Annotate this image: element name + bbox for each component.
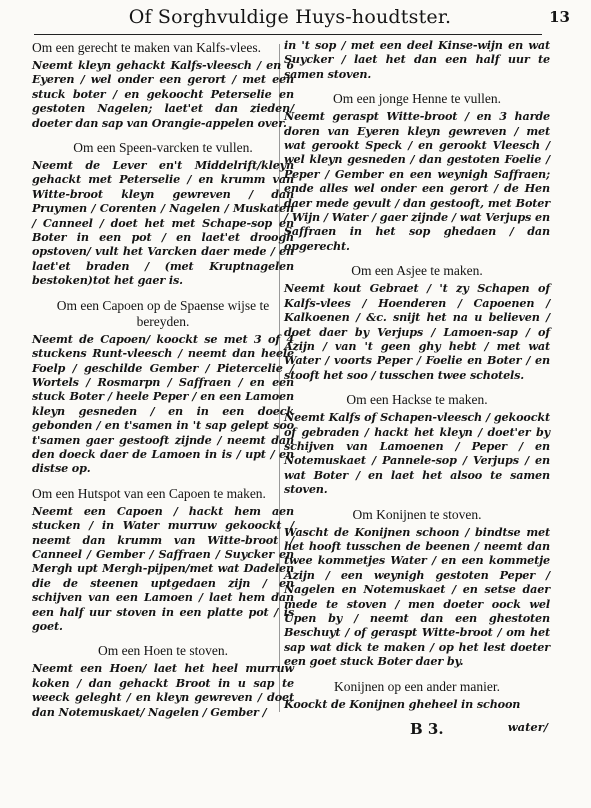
recipe-heading: Om een Hutspot van een Capoen te maken.	[32, 485, 266, 501]
recipe-text: Neemt de Lever en't Middelrift/kleyn gehackt met Peterselie / en krumm van Witte-broot kleyn gewreven / dan Pruymen / Corenten / Nagelen / Muskaten / Canneel / doet het met Schape-sop en Boter in een pot / en laet'et droogh opstoven/ vult het Varcken daer mede / en laet'et braden / (met Kruptnagelen bestoken)tot het gaer is.	[32, 158, 294, 288]
recipe-heading: Om een jonge Henne te vullen.	[333, 91, 501, 107]
recipe-continuation	[284, 38, 550, 81]
recipe-heading: Om een Hackse te maken.	[346, 392, 488, 408]
recipe-section	[32, 40, 294, 130]
recipe-section	[284, 91, 550, 253]
signature-mark: B 3.	[410, 720, 444, 738]
page-footer	[388, 720, 548, 742]
recipe-text: Neemt een Hoen/ laet het heel murruw koken / dan gehackt Broot in u sap te weeck geleght / en kleyn gewreven / doet dan Notemuskaet/ Nagelen / Gember /	[32, 661, 294, 719]
right-column	[284, 38, 550, 721]
recipe-heading: Om een Capoen op de Spaense wijse te bereyden.	[56, 297, 270, 329]
recipe-section	[284, 679, 550, 711]
page-number: 13	[549, 8, 570, 26]
left-column	[32, 40, 294, 729]
recipe-section	[32, 486, 294, 634]
recipe-heading: Om een gerecht te maken van Kalfs-vlees.	[32, 40, 262, 55]
recipe-section	[284, 507, 550, 669]
recipe-text: in 't sop / met een deel Kinse-wijn en wat Suycker / laet het dan een half uur te samen stoven.	[284, 38, 550, 81]
running-title: Of Sorghvuldige Huys-houdtster.	[128, 6, 452, 28]
recipe-section	[284, 263, 550, 382]
recipe-heading: Om Konijnen te stoven.	[352, 506, 482, 522]
header-rule	[34, 34, 542, 35]
recipe-text: Neemt Kalfs of Schapen-vleesch / gekoockt of gebraden / hackt het kleyn / doet'er by schijven van Lamoenen / Peper / en Notemuskaet / Pannele-sop / Verjups / en wat Boter / en laet het alsoo te samen stoven.	[284, 410, 550, 497]
recipe-heading: Om een Asjee te maken.	[351, 263, 483, 279]
catchword: water/	[507, 720, 548, 734]
recipe-section	[32, 140, 294, 288]
recipe-text: Wascht de Konijnen schoon / bindtse met het hooft tusschen de beenen / neemt dan twee kommetjes Water / en een kommetje Azijn / een weynigh gestoten Peper / Nagelen en Notemuskaet / en setse daer mede te stoven / men doeter oock wel Upen by / neemt dan een ghestoten Beschuyt / of geraspt Witte-broot / om het sap wat dick te maken / op het lest doeter een goet stuck Boter daer by.	[284, 524, 550, 669]
recipe-text: Neemt kout Gebraet / 't zy Schapen of Kalfs-vlees / Hoenderen / Capoenen / Kalkoenen / &c. snijt het na u believen / doet daer by Verjups / Lamoen-sap / of Azijn / van 't geen ghy hebt / met wat Water / voorts Peper / Foelie en Boter / en stooft het soo / tusschen twee schotels.	[284, 281, 550, 382]
recipe-text: Neemt de Capoen/ koockt se met 3 of 4 stuckens Runt-vleesch / neemt dan heele Foelp / geschilde Gember / Pietercelie / Wortels / Rosmarpn / Saffraen / en een stuck Boter / heele Peper / en een Lamoen kleyn gesneden / en in een doeck gebonden / en t'samen in 't sap gelept soo t'samen gaer gestooft zijnde / neemt dan den doeck daer de Lamoen in is / upt / en distse op.	[32, 331, 294, 476]
recipe-section	[32, 298, 294, 476]
recipe-text: Neemt geraspt Witte-broot / en 3 harde doren van Eyeren kleyn gewreven / met wat gerookt Speck / en gerookt Vleesch / wel kleyn gesneden / dan gestoten Foelie / Peper / Gember en een weynigh Saffraen; ende alles wel onder een gerort / de Hen daer mede gevult / dan gestooft, met Boter / Wijn / Water / gaer zijnde / wat Verjups en Saffraen in het sop ghedaen / dan opgerecht.	[284, 109, 550, 253]
recipe-heading: Om een Hoen te stoven.	[97, 643, 229, 659]
recipe-text: Koockt de Konijnen gheheel in schoon	[284, 696, 521, 711]
recipe-text: Neemt een Capoen / hackt hem aen stucken / in Water murruw gekoockt / neemt dan krumm van Witte-broot / Canneel / Gember / Saffraen / Suycker en Mergh upt Mergh-pijpen/met wat Dadelen die de steenen uptgedaen zijn / en schijven van een Lamoen / laet hem dan een half uur stoven in een platte pot / is goet.	[32, 503, 294, 633]
recipe-heading: Om een Speen-varcken te vullen.	[73, 140, 253, 156]
recipe-heading: Konijnen op een ander manier.	[333, 678, 501, 694]
recipe-section	[284, 392, 550, 496]
recipe-text: Neemt kleyn gehackt Kalfs-vleesch / en 6 Eyeren / wel onder een gerort / met een stuck boter / en gekoocht Peterselie en gestoten Nagelen; laet'et dan zieden/ doeter dan sap van Orangie-appelen over.	[32, 58, 294, 130]
recipe-section	[32, 643, 294, 719]
